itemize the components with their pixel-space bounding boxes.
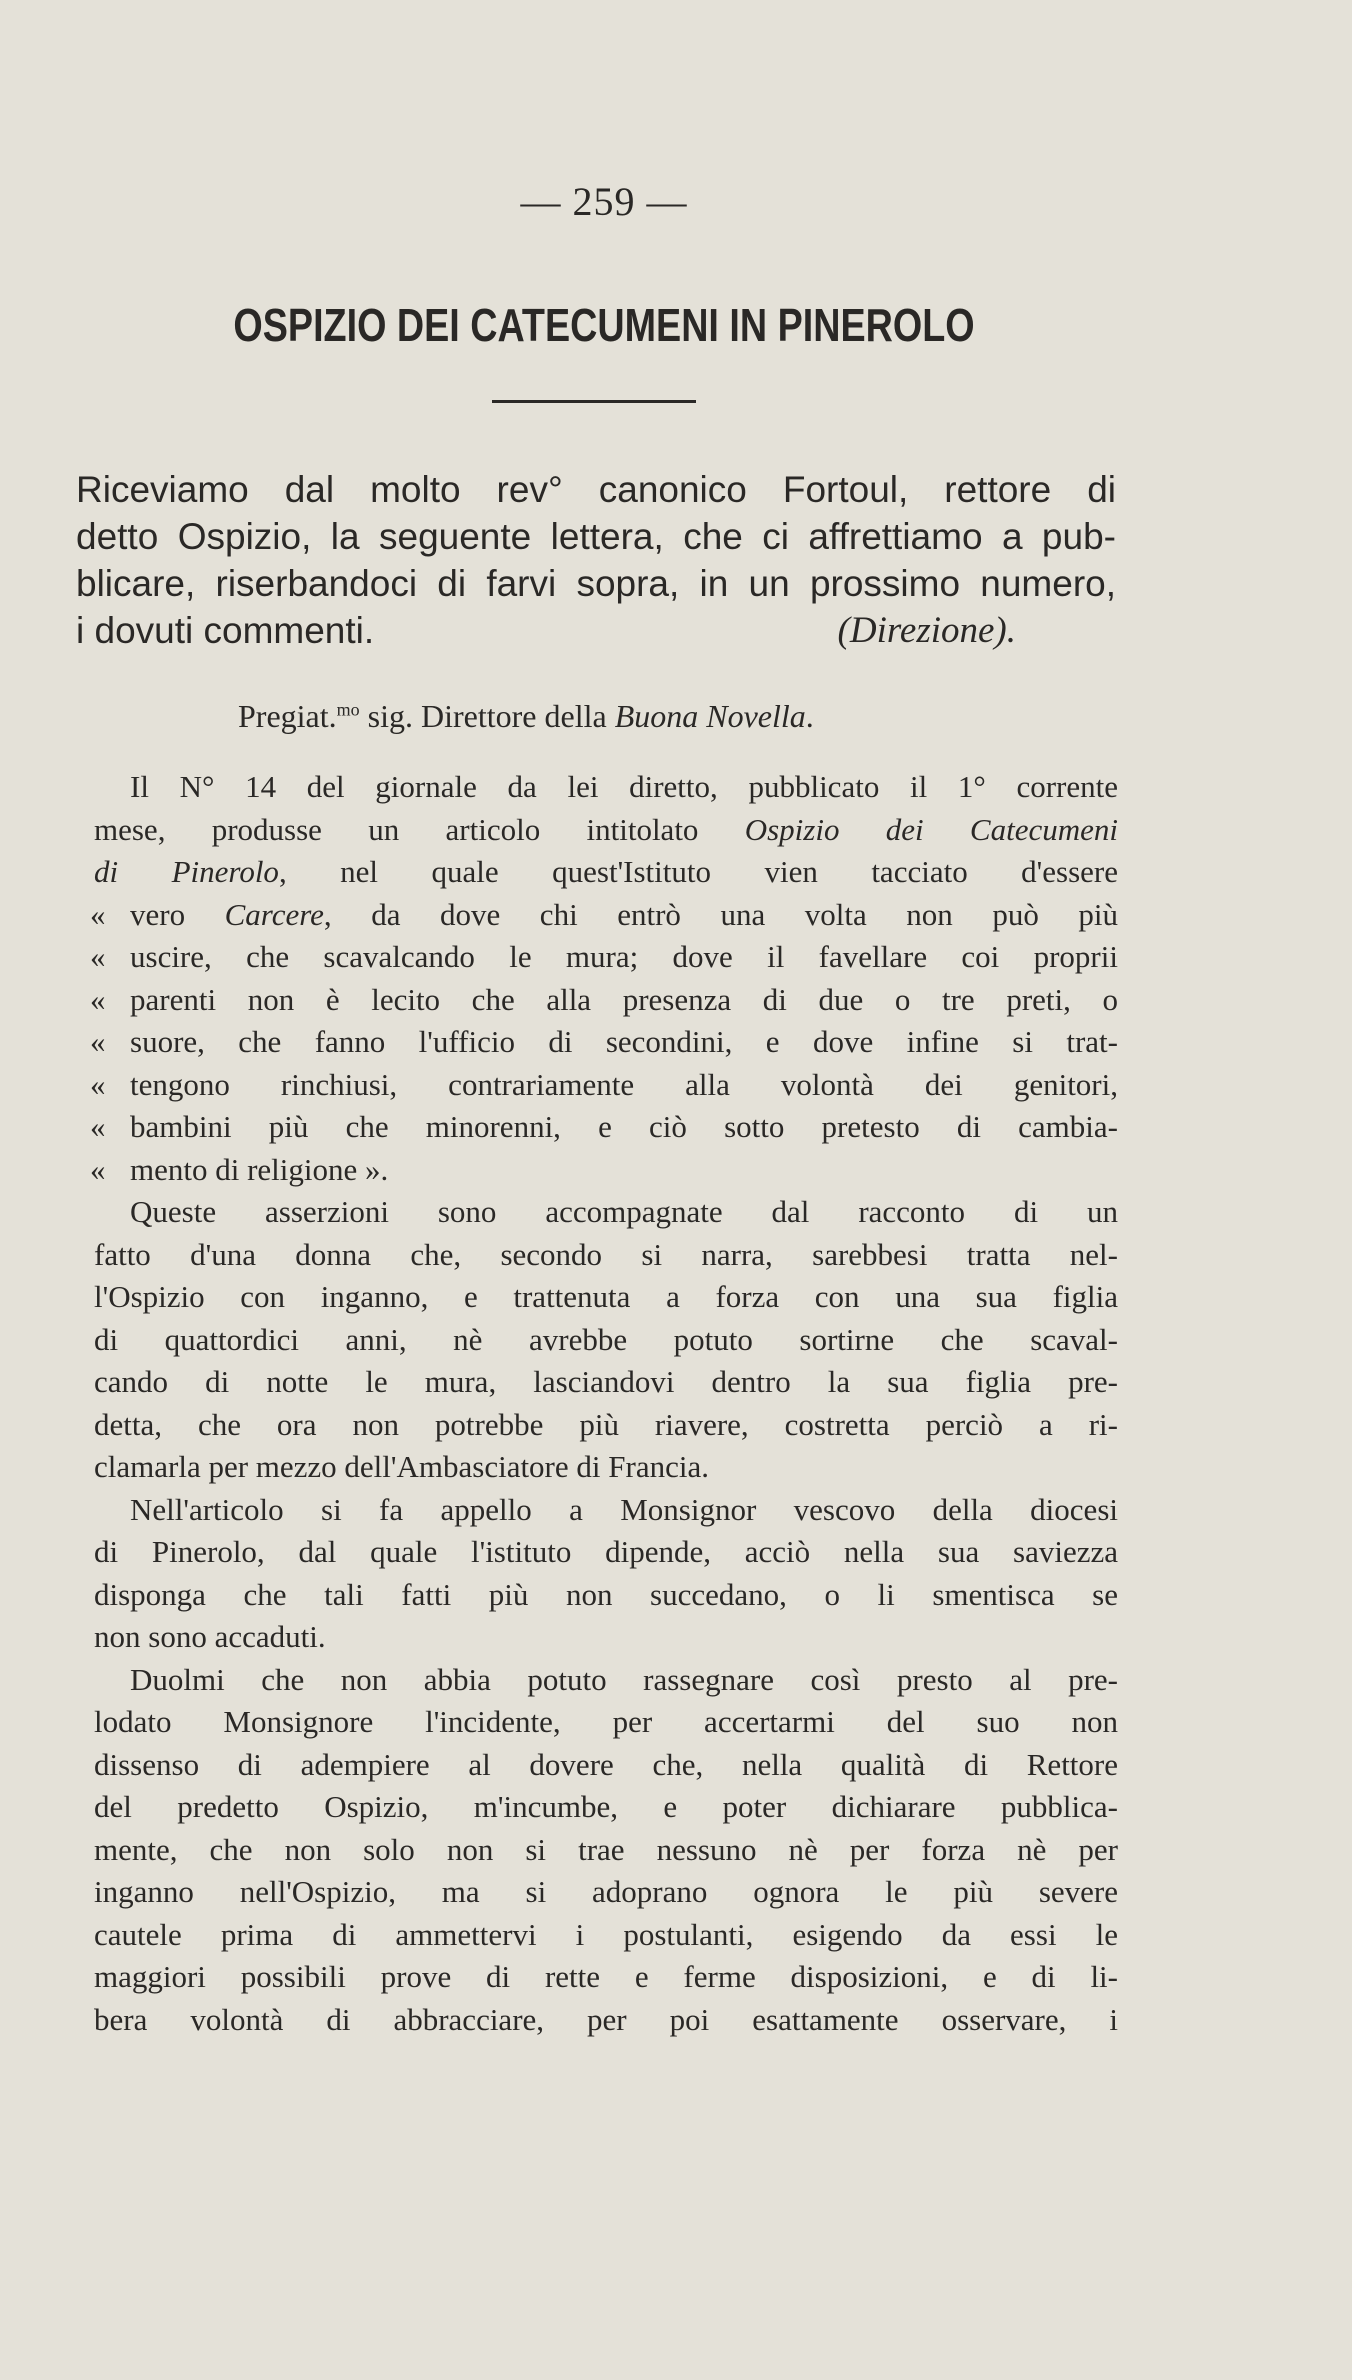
text-run: , nel quale quest'Istituto vien tacciato d'essere [278,854,1118,889]
letter-line: cautele prima di ammettervi i postulanti, esigendo da essi le [94,1916,1118,1952]
quote-mark: « [90,1024,106,1059]
letter-paragraph-1 [90,766,1118,1191]
text-run: mento di religione ». [130,1151,389,1187]
letter-line: clamarla per mezzo dell'Ambasciatore di Francia. [94,1449,709,1484]
letter-paragraph-2 [94,1191,1118,1489]
letter-line: non sono accaduti. [94,1619,326,1654]
letter-line: dissenso di adempiere al dovere che, nella qualità di Rettore [94,1746,1118,1782]
quote-mark: « [90,896,106,932]
letter-line: Nell'articolo si fa appello a Monsignor vescovo della diocesi [130,1491,1118,1527]
letter-line: Queste asserzioni sono accompagnate dal racconto di un [130,1194,1118,1229]
text-run: mese, produsse un articolo intitolato [94,811,745,847]
emphasis-carcere: Carcere [224,896,324,932]
letter-line: disponga che tali fatti più non succedano, o li smentisca se [94,1576,1118,1612]
letter-line [90,936,1118,979]
letter-line: detta, che ora non potrebbe più riavere, costretta perciò a ri- [94,1406,1118,1442]
newspaper-name: Buona Novella [614,698,806,734]
text-run: suore, che fanno l'ufficio di secondini, e dove infine si trat- [130,1024,1118,1059]
letter-paragraph-4 [94,1659,1118,2042]
quote-mark: « [90,1151,106,1187]
text-run: , da dove chi entrò una volta non può più [323,896,1118,932]
letter-line: Duolmi che non abbia potuto rassegnare così presto al pre- [130,1661,1118,1697]
letter-line: fatto d'una donna che, secondo si narra, sarebbesi tratta nel- [94,1236,1118,1272]
letter-paragraph-3 [94,1489,1118,1659]
letter-line: l'Ospizio con inganno, e trattenuta a forza con una sua figlia [94,1279,1118,1314]
letter-line [90,894,1118,937]
letter-line: cando di notte le mura, lasciandovi dentro la sua figlia pre- [94,1364,1118,1399]
letter-line [94,809,1118,852]
letter-line: bera volontà di abbracciare, per poi esattamente osservare, i [94,2001,1118,2037]
article-name-cont: di Pinerolo [94,854,279,889]
letter-line: lodato Monsignore l'incidente, per accertarmi del suo non [94,1704,1118,1739]
letter-line [90,1149,1118,1192]
page-number: — 259 — [520,179,688,224]
text-run: bambini più che minorenni, e ciò sotto pretesto di cambia- [130,1109,1118,1144]
salutation-end: . [805,698,814,734]
quote-mark: « [90,939,106,974]
intro-line: detto Ospizio, la seguente lettera, che ci affrettiamo a pub- [76,516,1116,557]
letter-line [90,1064,1118,1107]
salutation-middle: sig. Direttore della [359,698,615,734]
intro-line: Riceviamo dal molto rev° canonico Fortoul, rettore di [76,469,1116,510]
editorial-signature: (Direzione). [837,610,1016,651]
letter-line: mente, che non solo non si trae nessuno nè per forza nè per [94,1831,1118,1867]
letter-line: del predetto Ospizio, m'incumbe, e poter dichiarare pubblica- [94,1789,1118,1824]
editorial-intro [76,466,1116,654]
letter-line [90,1106,1118,1149]
letter-line [90,979,1118,1022]
quote-mark: « [90,1109,106,1144]
intro-line: i dovuti commenti. [76,610,375,651]
letter-line: inganno nell'Ospizio, ma si adoprano ognora le più severe [94,1874,1118,1909]
salutation-superscript: mo [336,699,360,720]
title-divider [492,400,696,403]
text-run: tengono rinchiusi, contrariamente alla volontà dei genitori, [130,1066,1118,1102]
letter-line: di Pinerolo, dal quale l'istituto dipende, acciò nella sua saviezza [94,1534,1118,1569]
salutation-prefix: Pregiat. [238,698,337,734]
quote-mark: « [90,1066,106,1102]
intro-line: blicare, riserbandoci di farvi sopra, in un prossimo numero, [76,563,1116,604]
article-name: Ospizio dei Catecumeni [744,811,1118,847]
quote-mark: « [90,981,106,1017]
letter-line: di quattordici anni, nè avrebbe potuto sortirne che scaval- [94,1321,1118,1357]
article-title: OSPIZIO DEI CATECUMENI IN PINEROLO [233,299,975,351]
text-run: parenti non è lecito che alla presenza di due o tre preti, o [130,981,1118,1017]
text-run: uscire, che scavalcando le mura; dove il favellare coi proprii [130,939,1118,974]
intro-tail [76,607,1116,654]
letter-line: Il N° 14 del giornale da lei diretto, pubblicato il 1° corrente [130,769,1118,804]
letter-line [90,1021,1118,1064]
letter-line [94,851,1118,894]
letter-salutation [238,698,814,735]
text-run: vero [130,896,225,932]
letter-body [90,766,1118,2041]
letter-line: maggiori possibili prove di rette e ferme disposizioni, e di li- [94,1959,1118,1994]
